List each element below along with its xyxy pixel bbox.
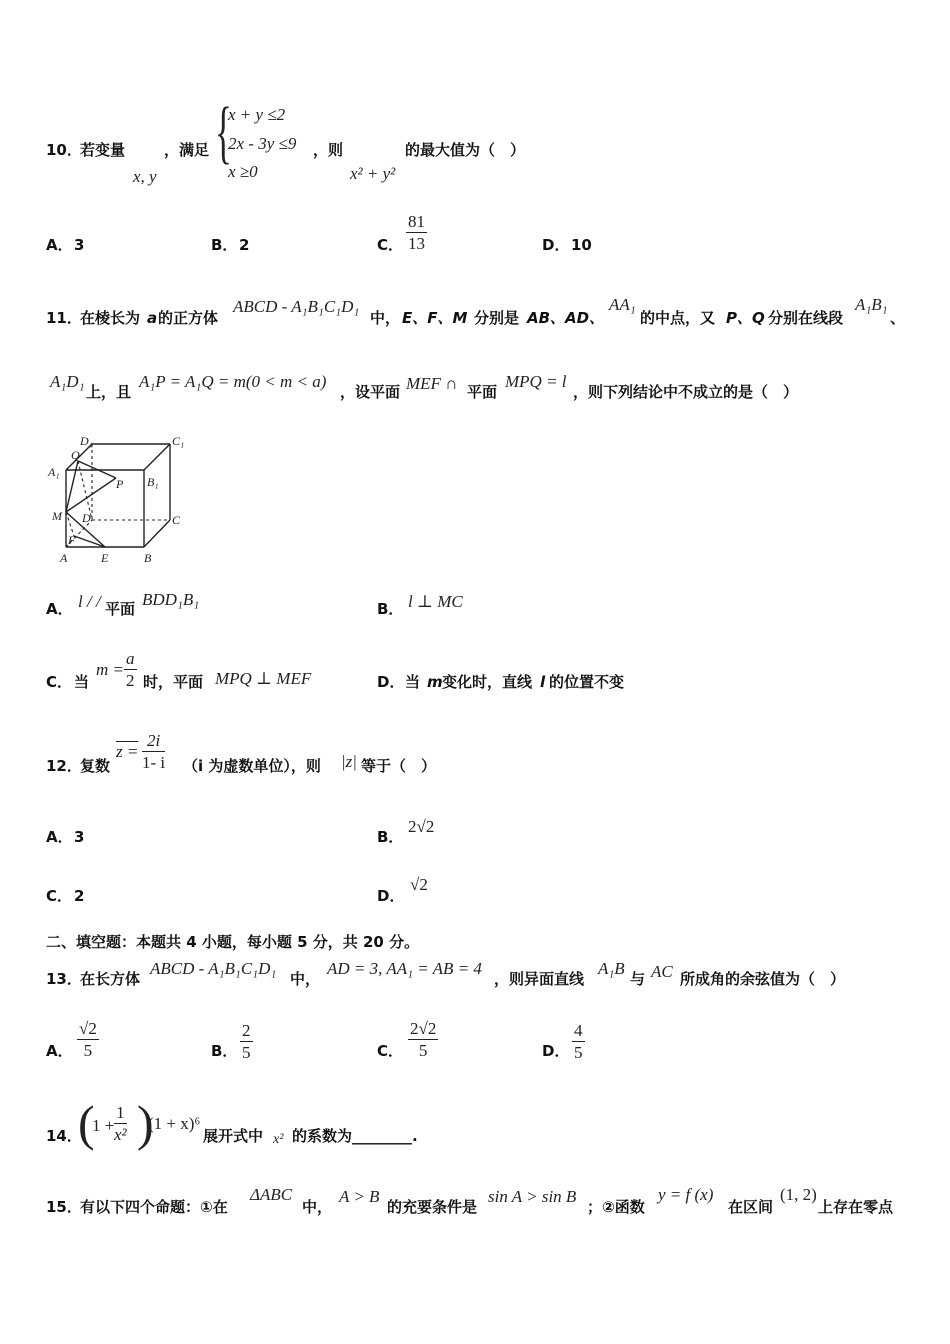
cube-figure (42, 432, 202, 572)
label-d1: D₁ (80, 434, 93, 448)
q10-option-b-label: B． (211, 236, 238, 254)
q13-cond: AD = 3, AA₁ = AB = 4 (327, 959, 482, 978)
q14-den: x² (114, 1125, 127, 1144)
q11-option-c-label: C． (46, 673, 73, 691)
q14-text-a: 展开式中 (203, 1127, 264, 1145)
q11-option-c-math: MPQ ⊥ MEF (215, 669, 312, 688)
q11-mpq: MPQ = l (505, 372, 567, 391)
q11-option-d-l: l (540, 673, 546, 691)
label-b: B (144, 551, 152, 565)
q10-vars: x, y (133, 167, 157, 186)
q12-option-d-label: D． (377, 887, 405, 905)
q13-ac: AC (651, 962, 673, 981)
q13-option-a-fraction (77, 1020, 99, 1059)
q15-text-a: 有以下四个命题：①在 (80, 1198, 228, 1216)
q11-mef: MEF ∩ (406, 374, 458, 393)
q13-option-c-fraction (408, 1020, 438, 1059)
q13-option-a-num: √2 (79, 1019, 97, 1038)
label-q: Q (71, 448, 80, 462)
q13-text-c: ，则异面直线 (494, 970, 585, 988)
q10-sys-2: 2x - 3y ≤9 (228, 134, 297, 153)
q11-line2-d: ，则下列结论中不成立的是（ ） (573, 383, 799, 401)
q12-absz: |z| (341, 752, 357, 771)
q10-option-c-label: C． (377, 236, 404, 254)
q13-text-a: 在长方体 (80, 970, 141, 988)
q15-text-d: ；②函数 (587, 1198, 645, 1216)
q13-option-b-num: 2 (242, 1021, 251, 1040)
q10-text-a: 若变量 (80, 141, 126, 159)
q11-option-a-text: 平面 (105, 600, 136, 618)
q10-option-b-value: 2 (239, 236, 250, 254)
q10-text-d: 的最大值为（ ） (405, 141, 526, 159)
q10-text-c: ，则 (313, 141, 344, 159)
q15-text-e: 在区间 (728, 1198, 774, 1216)
q11-line1-a: 在棱长为 (80, 309, 141, 327)
q11-line2-b: ，设平面 (340, 383, 401, 401)
q14-one-plus: 1 + (92, 1116, 115, 1135)
q11-option-c-num: a (126, 649, 135, 668)
q11-option-a-plane: BDD₁B₁ (142, 590, 200, 609)
q11-option-a-label: A． (46, 600, 73, 618)
q11-sep: 、 (890, 309, 906, 327)
q11-option-c-fraction (124, 650, 137, 689)
label-b1: B₁ (147, 475, 159, 489)
section-2-heading: 二、填空题：本题共 4 小题，每小题 5 分，共 20 分。 (46, 933, 420, 951)
q11-line1-b: 的正方体 (158, 309, 219, 327)
label-d: D (82, 511, 91, 525)
q12-option-c-label: C． (46, 887, 73, 905)
q13-option-a-label: A． (46, 1042, 73, 1060)
q14-x2: x² (273, 1132, 284, 1147)
q12-text-c: 等于（ ） (361, 757, 437, 775)
q12-option-d-value: √2 (410, 875, 428, 894)
q14-factor: (1 + x)⁶ (148, 1114, 201, 1133)
cube-edge-bottom-right (144, 520, 170, 547)
q12-option-b-value: 2√2 (408, 817, 435, 836)
q15-agtb: A > B (339, 1187, 380, 1206)
q13-cube: ABCD - A₁B₁C₁D₁ (150, 959, 277, 978)
q11-a1b1: A₁B₁ (855, 295, 888, 314)
q10-option-c-den: 13 (408, 234, 425, 253)
q11-option-c-den: 2 (126, 671, 135, 690)
q14-fraction (114, 1104, 127, 1143)
q10-option-c-fraction (406, 213, 427, 252)
q13-option-b-den: 5 (242, 1043, 251, 1062)
q11-cube: ABCD - A₁B₁C₁D₁ (233, 297, 360, 316)
q11-option-b-math: l ⊥ MC (408, 592, 463, 611)
q11-option-d-text-a: 当 (405, 673, 421, 691)
q13-number: 13． (46, 970, 82, 988)
q15-text-b: 中， (302, 1198, 333, 1216)
q10-sys-3: x ≥0 (228, 162, 258, 181)
q13-option-d-fraction (572, 1022, 585, 1061)
q11-line2-c: 平面 (467, 383, 498, 401)
q12-num: 2i (142, 732, 165, 752)
q11-option-c-text-a: 当 (74, 673, 90, 691)
q15-number: 15． (46, 1198, 82, 1216)
q11-option-d-label: D． (377, 673, 405, 691)
q11-option-d-m: m (427, 673, 443, 691)
q11-option-b-label: B． (377, 600, 404, 618)
q13-option-b-fraction (240, 1022, 253, 1061)
q10-brace: { (215, 94, 232, 171)
label-m: M (52, 509, 62, 523)
q10-option-d-label: D． (542, 236, 570, 254)
q10-text-b: ，满足 (164, 141, 210, 159)
q11-a: a (147, 309, 158, 327)
q10-option-a-value: 3 (74, 236, 85, 254)
q11-option-a-math: l / / (78, 592, 101, 611)
segment-fe (74, 536, 105, 547)
q11-line1-c: 中， (370, 309, 401, 327)
q13-option-a-den: 5 (83, 1041, 93, 1060)
q15-func: y = f (x) (658, 1185, 714, 1204)
q15-text-f: 上存在零点 (818, 1198, 894, 1216)
q12-den: 1- i (142, 753, 166, 772)
q14-paren-close: ) (137, 1095, 154, 1151)
q13-option-c-num: 2√2 (410, 1019, 437, 1038)
label-c1: C₁ (172, 434, 185, 448)
label-f: F (68, 533, 76, 547)
q12-fraction (142, 732, 165, 771)
q13-option-b-label: B． (211, 1042, 238, 1060)
q11-a1d1: A₁D₁ (50, 372, 85, 391)
q11-cond: A₁P = A₁Q = m(0 < m < a) (139, 372, 327, 391)
q11-line2-a: 上，且 (86, 383, 132, 401)
q13-option-c-label: C． (377, 1042, 404, 1060)
q11-efm: E、F、M (402, 309, 468, 327)
q12-option-c-value: 2 (74, 887, 85, 905)
q13-text-e: 所成角的余弦值为（ ） (680, 970, 846, 988)
q12-number: 12． (46, 757, 82, 775)
q12-option-a-value: 3 (74, 828, 85, 846)
q13-option-d-num: 4 (574, 1021, 583, 1040)
q15-text-c: 的充要条件是 (387, 1198, 478, 1216)
q13-option-d-label: D． (542, 1042, 570, 1060)
q14-text-b: 的系数为________. (292, 1127, 418, 1145)
q11-abad: AB、AD、 (527, 309, 605, 327)
q11-option-d-text-b: 变化时，直线 (442, 673, 533, 691)
label-e: E (101, 551, 109, 565)
q12-zbar: z = (116, 742, 139, 761)
q10-sys-1: x + y ≤2 (228, 105, 286, 124)
q14-paren-open: ( (78, 1095, 95, 1151)
q13-text-d: 与 (630, 970, 646, 988)
q11-aa1: AA₁ (609, 295, 636, 314)
q14-num: 1 (114, 1104, 127, 1124)
cube-edge-top-right (144, 444, 170, 470)
q12-text-b: （i 为虚数单位），则 (183, 757, 321, 775)
q10-option-d-value: 10 (571, 236, 592, 254)
q10-option-a-label: A． (46, 236, 73, 254)
q15-tri: ΔABC (250, 1185, 293, 1204)
q15-sin: sin A > sin B (488, 1187, 577, 1206)
q11-line1-f: 分别在线段 (768, 309, 844, 327)
q12-option-b-label: B． (377, 828, 404, 846)
q15-interval: (1, 2) (780, 1185, 817, 1204)
q13-a1b: A₁B (598, 959, 625, 978)
q11-number: 11． (46, 309, 82, 327)
q11-option-c-text-b: 时，平面 (143, 673, 204, 691)
q13-option-c-den: 5 (418, 1041, 428, 1060)
q13-option-d-den: 5 (574, 1043, 583, 1062)
q10-option-c-num: 81 (408, 212, 425, 231)
q13-text-b: 中， (290, 970, 321, 988)
q11-option-c-m: m = (96, 660, 124, 679)
label-p: P (116, 477, 124, 491)
q11-option-d-text-c: 的位置不变 (549, 673, 625, 691)
q12-text-a: 复数 (80, 757, 111, 775)
q11-line1-d: 分别是 (474, 309, 520, 327)
q11-pq: P、Q (726, 309, 765, 327)
q11-line1-e: 的中点，又 (640, 309, 716, 327)
label-c: C (172, 513, 181, 527)
q12-option-a-label: A． (46, 828, 73, 846)
q10-number: 10． (46, 141, 82, 159)
q10-expr: x² + y² (350, 164, 396, 183)
q14-number: 14． (46, 1127, 82, 1145)
label-a: A (60, 551, 68, 565)
label-a1: A₁ (48, 465, 60, 479)
